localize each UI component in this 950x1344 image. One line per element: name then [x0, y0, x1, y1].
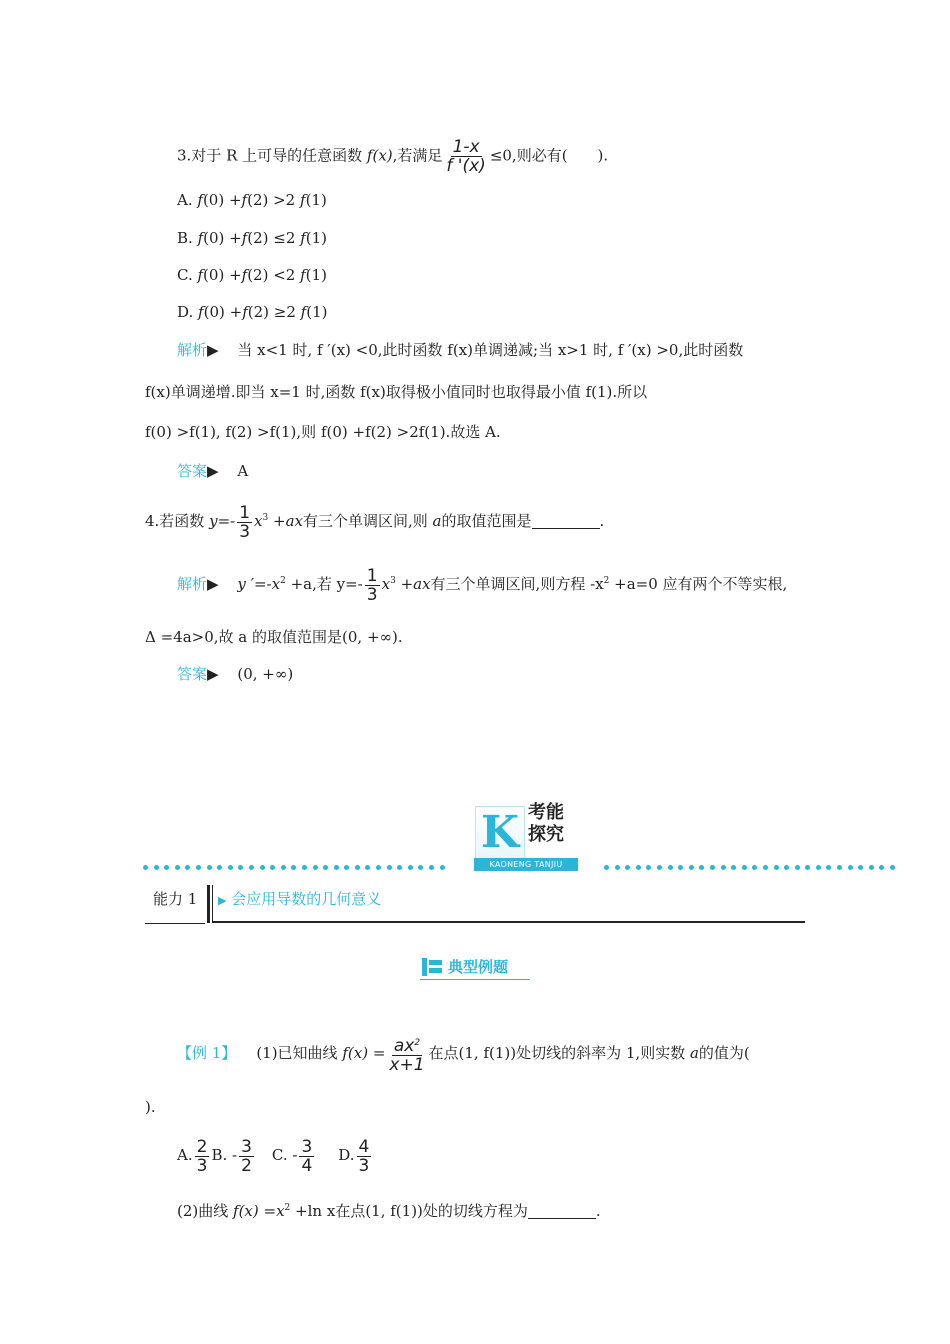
answer-blank[interactable]: [532, 514, 600, 529]
answer-tag: 答案: [177, 665, 208, 683]
option-a-fraction: $\frac{2}{3}$: [196, 1136, 208, 1176]
q3-option-d: D. f(0) +f(2) ≥2 f(1): [177, 303, 328, 321]
q3-option-c: C. f(0) +f(2) <2 f(1): [177, 266, 327, 284]
q3-option-a: A. f(0) +f(2) >2 f(1): [177, 191, 327, 209]
ex1-part2: (2)曲线 $f(x) =x^2 +\ln$ x在点(1, f(1))处的切线方程为 .: [177, 1202, 601, 1220]
section-divider-bar-thin: [212, 885, 213, 923]
q3-fraction: $\frac{1-x}{f '(x)}$: [446, 137, 486, 176]
section-label: 能力 1: [153, 890, 198, 908]
dotted-divider-right: [604, 856, 901, 864]
list-icon: [422, 958, 442, 976]
logo-letter-icon: K: [480, 807, 520, 858]
section-title: ▶ 会应用导数的几何意义: [218, 890, 382, 908]
logo-band: KAONENG TANJIU: [474, 858, 578, 871]
q4-analysis-line2: Δ =4a>0,故 a 的取值范围是(0, +∞).: [145, 628, 403, 646]
logo-title: 考能 探究: [528, 802, 564, 845]
q4-analysis-fraction: $\frac{1}{3}$: [366, 565, 378, 605]
answer-blank[interactable]: [528, 1204, 596, 1219]
answer-tag: 答案: [177, 462, 208, 480]
q3-option-b: B. f(0) +f(2) ≤2 f(1): [177, 229, 327, 247]
q3-answer: 答案▶ A: [177, 462, 249, 480]
subheading-underline: [420, 979, 530, 980]
triangle-icon: ▶: [207, 341, 219, 359]
analysis-tag: 解析: [177, 341, 208, 359]
triangle-icon: ▶: [207, 665, 219, 683]
q3-stem: 3.对于 R 上可导的任意函数 f(x),若满足 $\frac{1-x}{f '(x)}$ ≤0,则必有( ).: [177, 137, 609, 176]
q3-analysis-line1: 解析▶ 当 x<1 时, f ′(x) <0,此时函数 f(x)单调递减;当 x>1 时, f ′(x) >0,此时函数: [177, 341, 744, 359]
q4-answer: 答案▶ (0, +∞): [177, 665, 294, 683]
ex1-options: A. $\frac{2}{3}$ B. - $\frac{3}{2}$ C. - $\frac{3}{4}$ D. $\frac{4}{3}$: [177, 1136, 370, 1176]
option-b-fraction: $\frac{3}{2}$: [241, 1136, 252, 1176]
option-d-fraction: $\frac{4}{3}$: [358, 1136, 370, 1176]
q4-fraction: $\frac{1}{3}$: [239, 502, 251, 542]
ex1-stem-end: ).: [145, 1098, 156, 1116]
option-c-fraction: $\frac{3}{4}$: [301, 1136, 313, 1176]
section-divider-bar: [207, 885, 210, 923]
dotted-divider-left: [143, 856, 450, 864]
example-tag: 【例 1】: [177, 1044, 237, 1062]
ex1-fraction: $\frac{ax^2}{x+1}$: [389, 1036, 425, 1075]
ex1-stem: 【例 1】 (1)已知曲线 f(x) = $\frac{ax^2}{x+1}$ 在点(1, f(1))处切线的斜率为 1,则实数 a的值为(: [177, 1036, 750, 1075]
subheading-title: 典型例题: [448, 958, 509, 976]
q4-analysis-line1: 解析▶ y $'=-x^2 +a$,若 y=- $\frac{1}{3}$ $x^3 +ax$有三个单调区间,则方程 $-x^2 +a=0$ 应有两个不等实根,: [177, 565, 788, 605]
q4-stem: 4.若函数 y=- $\frac{1}{3}$ $x^3 +ax$有三个单调区间,则 a的取值范围是 .: [145, 502, 605, 542]
section-underline: [213, 921, 805, 923]
triangle-icon: ▶: [207, 575, 219, 593]
triangle-icon: ▶: [207, 462, 219, 480]
arrow-icon: ▶: [218, 894, 227, 907]
q3-analysis-line2: f(x)单调递增.即当 x=1 时,函数 f(x)取得极小值同时也取得最小值 f(1).所以: [145, 383, 648, 401]
q3-analysis-line3: f(0) >f(1), f(2) >f(1),则 f(0) +f(2) >2f(1).故选 A.: [145, 423, 501, 441]
analysis-tag: 解析: [177, 575, 208, 593]
